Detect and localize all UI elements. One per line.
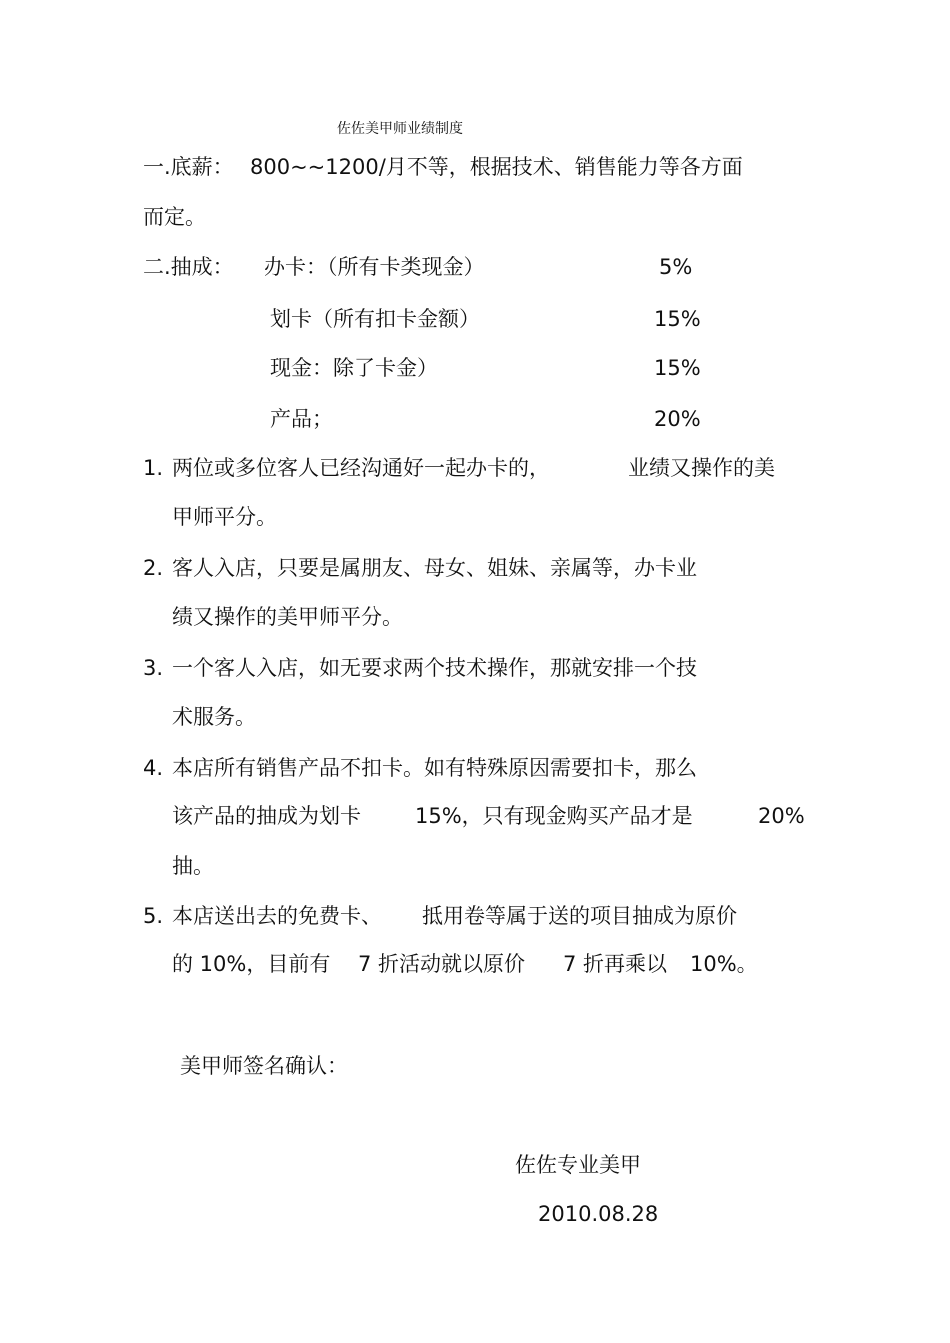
rule-text: 客人入店，只要是属朋友、母女、姐妹、亲属等，办卡业: [172, 556, 697, 580]
commission-rate: 20%: [654, 407, 701, 431]
commission-item: 划卡（所有扣卡金额）: [270, 307, 480, 331]
rule-text: 两位或多位客人已经沟通好一起办卡的，: [172, 456, 550, 480]
company-name: 佐佐专业美甲: [515, 1153, 641, 1177]
rule-text: 业绩又操作的美: [628, 456, 775, 480]
rule-text: 本店所有销售产品不扣卡。如有特殊原因需要扣卡，那么: [172, 756, 697, 780]
rule-number: 3.: [143, 656, 164, 680]
commission-rate: 5%: [659, 255, 693, 279]
rule-text: 10%。: [690, 952, 758, 976]
rule-number: 1.: [143, 456, 164, 480]
rule-number: 2.: [143, 556, 164, 580]
rule-number: 5.: [143, 904, 164, 928]
base-salary-label: 一.底薪：: [143, 155, 234, 179]
rule-text: 20%: [758, 804, 805, 828]
rule-text: 15%，只有现金购买产品才是: [415, 804, 693, 828]
rule-text: 术服务。: [172, 705, 256, 729]
base-salary-continuation: 而定。: [143, 205, 206, 229]
rule-text: 抽。: [172, 854, 214, 878]
commission-item: 产品；: [270, 407, 333, 431]
rule-text: 本店送出去的免费卡、: [172, 904, 382, 928]
commission-item: 现金：除了卡金）: [270, 356, 438, 380]
signature-label: 美甲师签名确认：: [180, 1054, 348, 1078]
document-date: 2010.08.28: [538, 1202, 659, 1226]
rule-text: 该产品的抽成为划卡: [172, 804, 361, 828]
commission-item: 办卡：（所有卡类现金）: [264, 255, 485, 279]
commission-rate: 15%: [654, 356, 701, 380]
rule-text: 抵用卷等属于送的项目抽成为原价: [422, 904, 737, 928]
base-salary-text: 800~~1200/月不等，根据技术、销售能力等各方面: [250, 155, 743, 179]
rule-text: 一个客人入店，如无要求两个技术操作，那就安排一个技: [172, 656, 697, 680]
rule-text: 7 折再乘以: [563, 952, 668, 976]
commission-label: 二.抽成：: [143, 255, 234, 279]
rule-text: 绩又操作的美甲师平分。: [172, 605, 403, 629]
document-title: 佐佐美甲师业绩制度: [337, 121, 463, 137]
rule-number: 4.: [143, 756, 164, 780]
rule-text: 甲师平分。: [172, 505, 277, 529]
commission-rate: 15%: [654, 307, 701, 331]
rule-text: 7 折活动就以原价: [358, 952, 526, 976]
rule-text: 的 10%，目前有: [172, 952, 331, 976]
